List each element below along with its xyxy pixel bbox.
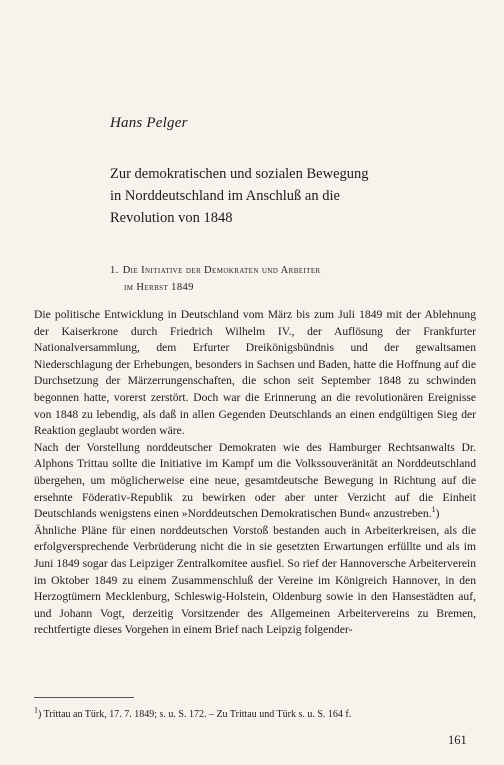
paragraph <box>34 523 476 639</box>
body-text <box>34 307 476 639</box>
paragraph-text: Nach der Vorstellung norddeutscher Demokraten wie des Hamburger Rechtsanwalts Dr. Alphons Trittau sollte die Initiative im Kampf um die Volkssouveränität an Norddeutschland übergehen, um möglicherweise eine neue, gesamtdeutsche Bewegung in Richtung auf die ersehnte Föderativ-Republik zu bewirken oder aber unter Verzicht auf die Einheit Deutschlands wenigstens einen »Norddeutschen Demokratischen Bund« anzustreben. <box>34 440 476 521</box>
paragraph <box>34 307 476 440</box>
footnote-mark: 1 <box>34 705 38 715</box>
title-line: Zur demokratischen und sozialen Bewegung <box>110 166 369 182</box>
footnote-divider <box>34 697 134 698</box>
title-line: in Norddeutschland im Anschluß an die <box>110 188 340 204</box>
section-heading <box>110 262 440 296</box>
section-number: 1. <box>110 265 119 276</box>
title-line: Revolution von 1848 <box>110 210 233 226</box>
chapter-title <box>110 163 440 229</box>
author-name: Hans Pelger <box>110 115 188 131</box>
paragraph-text: Die politische Entwicklung in Deutschland vom März bis zum Juli 1849 mit der Ablehnung der Kaiserkrone durch Friedrich Wilhelm IV., der Auflösung der Frankfurter Nationalversammlung, dem Erfurter Dreikönigsbündnis und der gewaltsamen Niederschlagung der Erhebungen, besonders in Sachsen und Baden, hatte die Hoffnung auf die Durchsetzung der Märzerrungenschaften, die schon seit September 1848 zu schwinden begonnen hatte, vorerst zerstört. Doch war die Erinnerung an die revolutionären Ereignisse von 1848 zu lebendig, als daß in allen Gegenden Deutschlands an einen endgültigen Sieg der Reaktion geglaubt worden wäre. <box>34 308 476 438</box>
footnote-text: ) Trittau an Türk, 17. 7. 1849; s. u. S. 172. – Zu Trittau und Türk s. u. S. 164 f. <box>38 709 352 720</box>
footnote <box>34 705 476 721</box>
footnote-reference[interactable]: 1 <box>431 505 436 515</box>
section-heading-line-1 <box>110 262 440 279</box>
paragraph: Nach der Vorstellung norddeutscher Demokraten wie des Hamburger Rechtsanwalts Dr. Alphons Trittau sollte die Initiative im Kampf um die Volkssouveränität an Norddeutschland übergehen, um möglicherweise eine neue, gesamtdeutsche Bewegung in Richtung auf die ersehnte Föderativ-Republik zu bewirken oder aber unter Verzicht auf die Einheit Deutschlands wenigstens einen »Norddeutschen Demokratischen Bund« anzustreben.$^1$) <box>34 440 476 521</box>
section-heading-line-2: im Herbst 1849 <box>124 282 194 293</box>
section-heading-text: Die Initiative der Demokraten und Arbeiter <box>122 265 321 276</box>
page-number: 161 <box>448 733 467 747</box>
paragraph-text: Ähnliche Pläne für einen norddeutschen Vorstoß bestanden auch in Arbeiterkreisen, als die erfolgversprechende Verbrüderung nicht die in sie gesetzten Erwartungen erfüllte und als im Juni 1849 sogar das Leipziger Zentralkomitee ausfiel. So rief der Hannoversche Arbeiterverein im Oktober 1849 zu einem Zusammenschluß der Vereine im Königreich Hannover, in den Herzogtümern Mecklenburg, Schleswig-Holstein, Oldenburg sowie in den Hansestädten auf, und Johann Vogt, derzeitig Vorsitzender des Allgemeinen Arbeitervereins zu Bremen, rechtfertigte dieses Vorgehen in einem Brief nach Leipzig folgender- <box>34 523 476 637</box>
